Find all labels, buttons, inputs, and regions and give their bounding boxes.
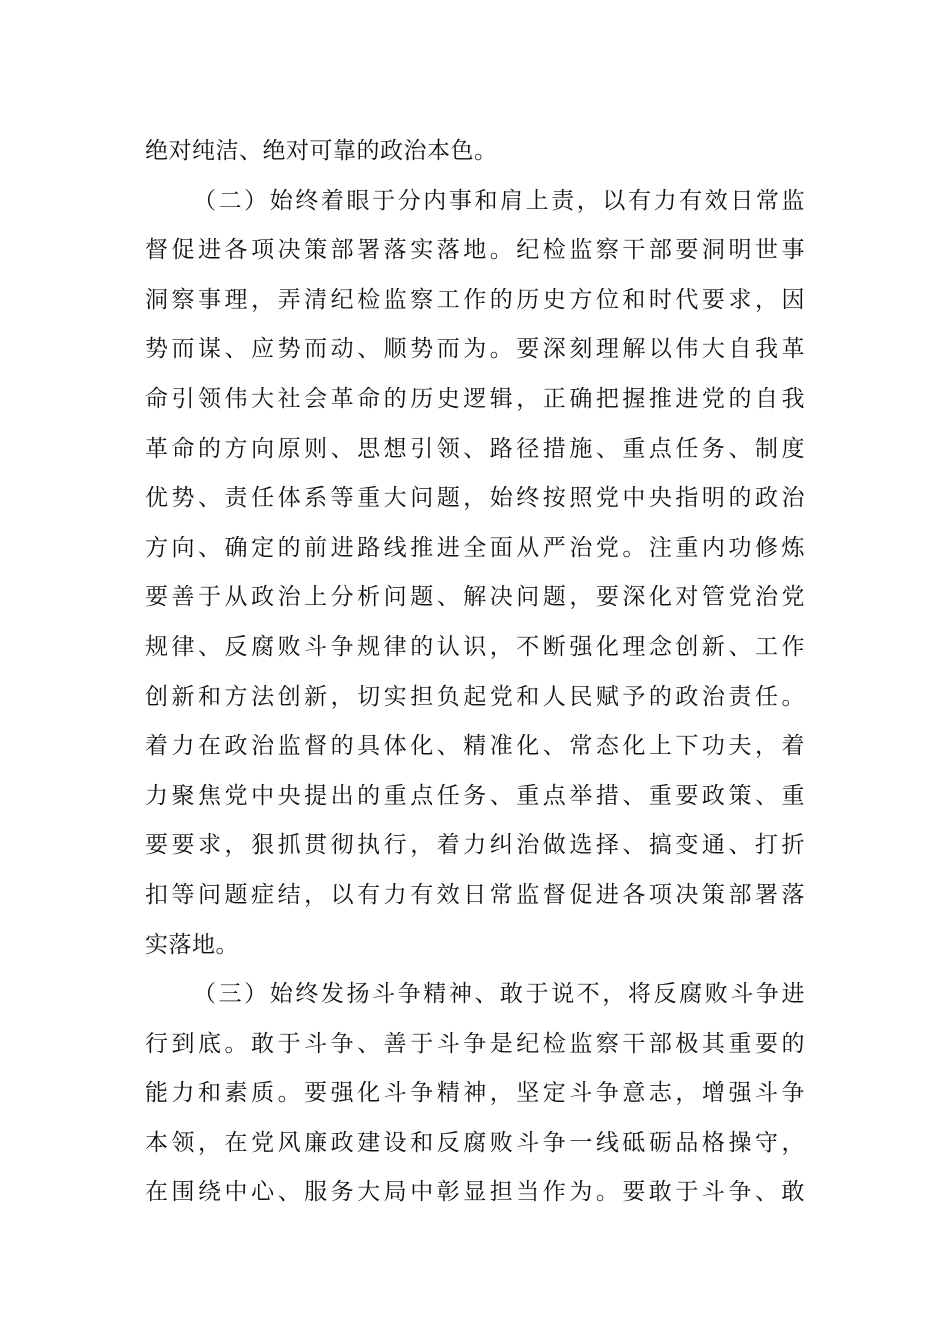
text-line: 优势、责任体系等重大问题，始终按照党中央指明的政治 — [145, 485, 805, 512]
paragraph-heading-3: （三）始终发扬斗争精神、敢于说不，将反腐败斗争进 — [193, 981, 805, 1008]
text-line: 创新和方法创新，切实担负起党和人民赋予的政治责任。 — [145, 683, 805, 710]
text-line: 规律、反腐败斗争规律的认识，不断强化理念创新、工作 — [145, 633, 805, 660]
text-line: 力聚焦党中央提出的重点任务、重点举措、重要政策、重 — [145, 782, 805, 809]
text-line: 在围绕中心、服务大局中彰显担当作为。要敢于斗争、敢 — [145, 1179, 805, 1206]
text-line: 要善于从政治上分析问题、解决问题，要深化对管党治党 — [145, 584, 805, 611]
text-line: 扣等问题症结，以有力有效日常监督促进各项决策部署落 — [145, 881, 805, 908]
document-body — [145, 127, 805, 1218]
text-line: 革命的方向原则、思想引领、路径措施、重点任务、制度 — [145, 435, 805, 462]
text-line: 势而谋、应势而动、顺势而为。要深刻理解以伟大自我革 — [145, 336, 805, 363]
text-line: 督促进各项决策部署落实落地。纪检监察干部要洞明世事 — [145, 237, 805, 264]
text-line: 方向、确定的前进路线推进全面从严治党。注重内功修炼 — [145, 534, 805, 561]
paragraph-heading-2: （二）始终着眼于分内事和肩上责，以有力有效日常监 — [193, 187, 805, 214]
text-line: 要要求，狠抓贯彻执行，着力纠治做选择、搞变通、打折 — [145, 832, 805, 859]
text-line: 绝对纯洁、绝对可靠的政治本色。 — [145, 138, 498, 164]
text-line: 着力在政治监督的具体化、精准化、常态化上下功夫，着 — [145, 733, 805, 760]
text-line: 命引领伟大社会革命的历史逻辑，正确把握推进党的自我 — [145, 385, 805, 412]
text-line: 能力和素质。要强化斗争精神，坚定斗争意志，增强斗争 — [145, 1080, 805, 1107]
text-line: 洞察事理，弄清纪检监察工作的历史方位和时代要求，因 — [145, 286, 805, 313]
text-line: 行到底。敢于斗争、善于斗争是纪检监察干部极其重要的 — [145, 1030, 805, 1057]
text-line: 本领，在党风廉政建设和反腐败斗争一线砥砺品格操守， — [145, 1129, 805, 1156]
text-line: 实落地。 — [145, 931, 239, 958]
